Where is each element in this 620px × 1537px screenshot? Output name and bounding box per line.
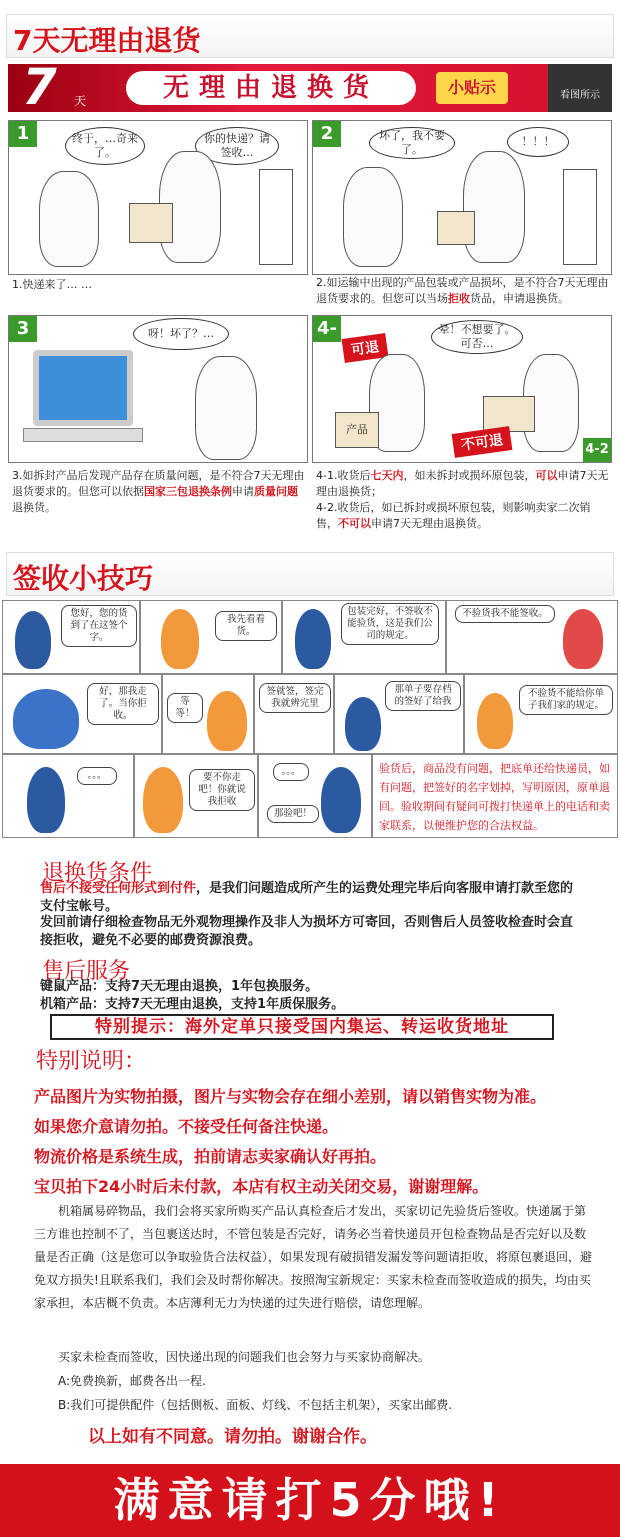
panel-2-caption bbox=[316, 275, 612, 307]
woman-figure-icon bbox=[195, 356, 257, 460]
option-b: B:我们可提供配件（包括侧板、面板、灯线、不包括主机架），买家出邮费. bbox=[34, 1398, 453, 1412]
returnable-tag: 可退 bbox=[342, 333, 389, 363]
caption-highlight: 七天内 bbox=[370, 469, 404, 482]
packaging-note-2: 买家未检查而签收，因快递出现的问题我们也会努力与买家协商解决。 bbox=[34, 1350, 431, 1364]
panel-3-caption bbox=[12, 468, 308, 516]
package-icon bbox=[129, 203, 173, 243]
door-icon bbox=[259, 169, 293, 265]
banner-seven: 7 bbox=[22, 64, 57, 112]
notice-line: 宝贝拍下24小时后未付款，本店有权主动关闭交易，谢谢理解。 bbox=[34, 1177, 489, 1196]
woman-figure-icon bbox=[39, 171, 99, 267]
comic-panel-2 bbox=[312, 120, 612, 275]
speech-bubble: 呀！坏了？… bbox=[133, 318, 229, 350]
speech-bubble: 你的快递？请签收… bbox=[195, 127, 279, 165]
tip-cell bbox=[134, 754, 258, 838]
customer-icon bbox=[161, 609, 199, 669]
tip-note-cell bbox=[372, 754, 618, 838]
caption-text: 2.如运输中出现的产品包装或产品损坏，是不符合7天无理由退货要求的。但您可以当场 bbox=[316, 276, 609, 305]
keyboard-icon bbox=[23, 428, 143, 442]
caption-text: 4-1.收货后 bbox=[316, 469, 371, 482]
customer-icon bbox=[143, 767, 183, 833]
caption-text: 4-2.收货后，如已拆封或损坏原包装，则影响卖家二次销售， bbox=[316, 501, 591, 530]
tip-bubble: 。。。 bbox=[77, 767, 117, 785]
caption-text: 货品，申请退换货。 bbox=[470, 292, 569, 305]
caption-text: 申请 bbox=[232, 485, 254, 498]
tip-bubble: 不验货我不能签收。 bbox=[455, 605, 555, 623]
caption-text: ，如未拆封或损坏原包装， bbox=[403, 469, 536, 482]
rating-footer: 满意请打5分哦! bbox=[0, 1464, 620, 1537]
customer-icon bbox=[563, 609, 603, 669]
tip-cell bbox=[2, 674, 162, 754]
conditions-text: ，是我们问题造成所产生的运费处理完毕后向客服申请打款至您的支付宝帐号。 bbox=[40, 881, 574, 914]
aftersales-line-1: 键鼠产品：支持7天无理由退换，1年包换服务。 bbox=[40, 979, 319, 994]
comic-panel-4 bbox=[312, 315, 612, 463]
tip-cell bbox=[2, 754, 134, 838]
panel-number: 3 bbox=[9, 316, 37, 342]
speech-bubble: ！！！ bbox=[507, 127, 569, 157]
section-title-text: 签收小技巧 bbox=[13, 562, 154, 595]
tip-cell bbox=[258, 754, 372, 838]
notice-line: 如果您介意请勿拍。不接受任何备注快递。 bbox=[34, 1117, 339, 1136]
caption-highlight: 不可以 bbox=[338, 517, 371, 530]
section-title-sign bbox=[6, 552, 614, 596]
notice-line: 物流价格是系统生成，拍前请志卖家确认好再拍。 bbox=[34, 1147, 387, 1166]
courier-icon bbox=[27, 767, 65, 833]
conditions-text-1 bbox=[40, 880, 580, 916]
courier-icon bbox=[345, 697, 381, 751]
aftersales-line-2: 机箱产品：支持7天无理由退换，支持1年质保服务。 bbox=[40, 997, 345, 1012]
packaging-note: 机箱属易碎物品，我们会将买家所购买产品认真检查后才发出，买家切记先验货后签收。快递属于第三方谁也控制不了，当包裹送达时，不管包装是否完好，请务必当着快递员开包检查物品是否完好以及数量是否正确（这是您可以争取验货合法权益），如果发现有破损错发漏发等问题请拒收，将原包裹退回，避免双方损失!且联系我们，我们会及时帮你解决。按照淘宝新规定：买家未检查而签收造成的损失，均由买家承担，本店概不负责。本店薄利无力为快递的过失进行赔偿，请您理解。 bbox=[34, 1204, 593, 1310]
panel-1-caption: 1.快递来了… … bbox=[12, 278, 92, 291]
aftersales-title: 售后服务 bbox=[42, 959, 131, 984]
section-title-text: 7天无理由退货 bbox=[13, 24, 201, 57]
tip-bubble: 签就签，签完我就辨完里 bbox=[259, 683, 331, 713]
banner-more: 看图所示 bbox=[548, 64, 612, 112]
caption-highlight: 可以 bbox=[535, 469, 558, 482]
special-title: 特别说明： bbox=[36, 1049, 147, 1074]
tip-bubble: 您好，您的货到了在这签个字。 bbox=[61, 605, 137, 647]
caption-highlight: 质量问题 bbox=[254, 485, 298, 498]
conditions-highlight: 售后不接受任何形式到付件 bbox=[40, 881, 197, 896]
door-icon bbox=[563, 169, 597, 265]
caption-text: 申请7天无理由退换货。 bbox=[371, 517, 488, 530]
tip-bubble: 要不你走吧！你就说我拒收 bbox=[189, 769, 255, 811]
caption-highlight: 国家三包退换条例 bbox=[144, 485, 232, 498]
tip-bubble: 包装完好，不签收不能验货，这是我们公司的规定。 bbox=[341, 603, 439, 645]
banner-slogan: 无理由退换货 bbox=[126, 71, 416, 105]
caption-text: 3.如拆封产品后发现产品存在质量问题，是不符合7天无理由退货要求的。但您可以依据 bbox=[12, 469, 305, 498]
return-banner bbox=[8, 64, 612, 112]
panel-number: 1 bbox=[9, 121, 37, 147]
panel-4-caption bbox=[316, 468, 612, 532]
tip-cell bbox=[254, 674, 334, 754]
tip-cell bbox=[282, 600, 446, 674]
tip-cell bbox=[140, 600, 282, 674]
conditions-text-2: 发回前请仔细检查物品无外观物理操作及非人为损坏方可寄回，否则售后人员签收检查时会直接拒收，避免不必要的邮费资源浪费。 bbox=[40, 915, 574, 948]
panel-number: 2 bbox=[313, 121, 341, 147]
product-box: 产品 bbox=[335, 412, 379, 448]
tip-bubble: 好，那我走了。当你拒收。 bbox=[87, 683, 159, 725]
tip-cell bbox=[464, 674, 618, 754]
notice-line: 产品图片为实物拍摄，图片与实物会存在细小差别，请以销售实物为准。 bbox=[34, 1087, 547, 1106]
caption-highlight: 拒收 bbox=[448, 292, 470, 305]
section-title-7day bbox=[6, 14, 614, 58]
option-a: A:免费换新，邮费各出一程. bbox=[34, 1374, 206, 1388]
scooter-courier-icon bbox=[13, 689, 79, 749]
speech-bubble: 晕！不想要了。可否… bbox=[431, 320, 523, 354]
comic-panel-3 bbox=[8, 315, 308, 463]
customer-icon bbox=[477, 693, 513, 749]
broken-package-icon bbox=[437, 211, 475, 245]
agreement-note: 以上如有不同意。请勿拍。谢谢合作。 bbox=[88, 1427, 377, 1447]
tip-bubble: 我先看看货。 bbox=[215, 611, 277, 641]
banner-tian: 天 bbox=[74, 94, 87, 108]
caption-text: 申请7天无理由退换货； bbox=[316, 469, 609, 498]
panel-number: 4-1 bbox=[313, 316, 341, 342]
non-returnable-tag: 不可退 bbox=[452, 426, 513, 458]
woman-figure-icon bbox=[343, 167, 403, 267]
tip-cell bbox=[2, 600, 140, 674]
panel-number-2: 4-2 bbox=[583, 438, 611, 462]
tip-bubble: 那单子要存档的签好了给我 bbox=[385, 681, 461, 711]
courier-figure-icon bbox=[463, 151, 525, 263]
banner-tips: 小贴示 bbox=[436, 72, 508, 104]
speech-bubble: 坏了，我不要了。 bbox=[369, 127, 455, 159]
tip-bubble: 不验货不能给你单子我们家的规定。 bbox=[519, 685, 613, 715]
tip-cell bbox=[162, 674, 254, 754]
courier-icon bbox=[15, 611, 51, 669]
tip-note: 验货后，商品没有问题，把底单还给快递员，如有问题，把签好的名字划掉，写明原因，原单退回。验收期间有疑问可拨打快递单上的电话和卖家联系，以便维护您的合法权益。 bbox=[379, 762, 610, 832]
tip-bubble: 那验吧！ bbox=[267, 805, 319, 823]
customer-icon bbox=[207, 691, 247, 751]
tip-cell bbox=[446, 600, 618, 674]
comic-panel-1 bbox=[8, 120, 308, 275]
caption-text: 退换货。 bbox=[12, 501, 56, 514]
monitor-icon bbox=[33, 350, 133, 426]
conditions-title: 退换货条件 bbox=[42, 861, 153, 886]
tip-bubble: 。。。 bbox=[273, 763, 309, 781]
tip-cell bbox=[334, 674, 464, 754]
courier-icon bbox=[321, 767, 361, 833]
speech-bubble: 终于，…奇来了。 bbox=[65, 127, 145, 165]
overseas-warning: 特别提示：海外定单只接受国内集运、转运收货地址 bbox=[50, 1014, 554, 1040]
tip-bubble: 等等！ bbox=[167, 693, 203, 723]
courier-icon bbox=[295, 609, 331, 669]
